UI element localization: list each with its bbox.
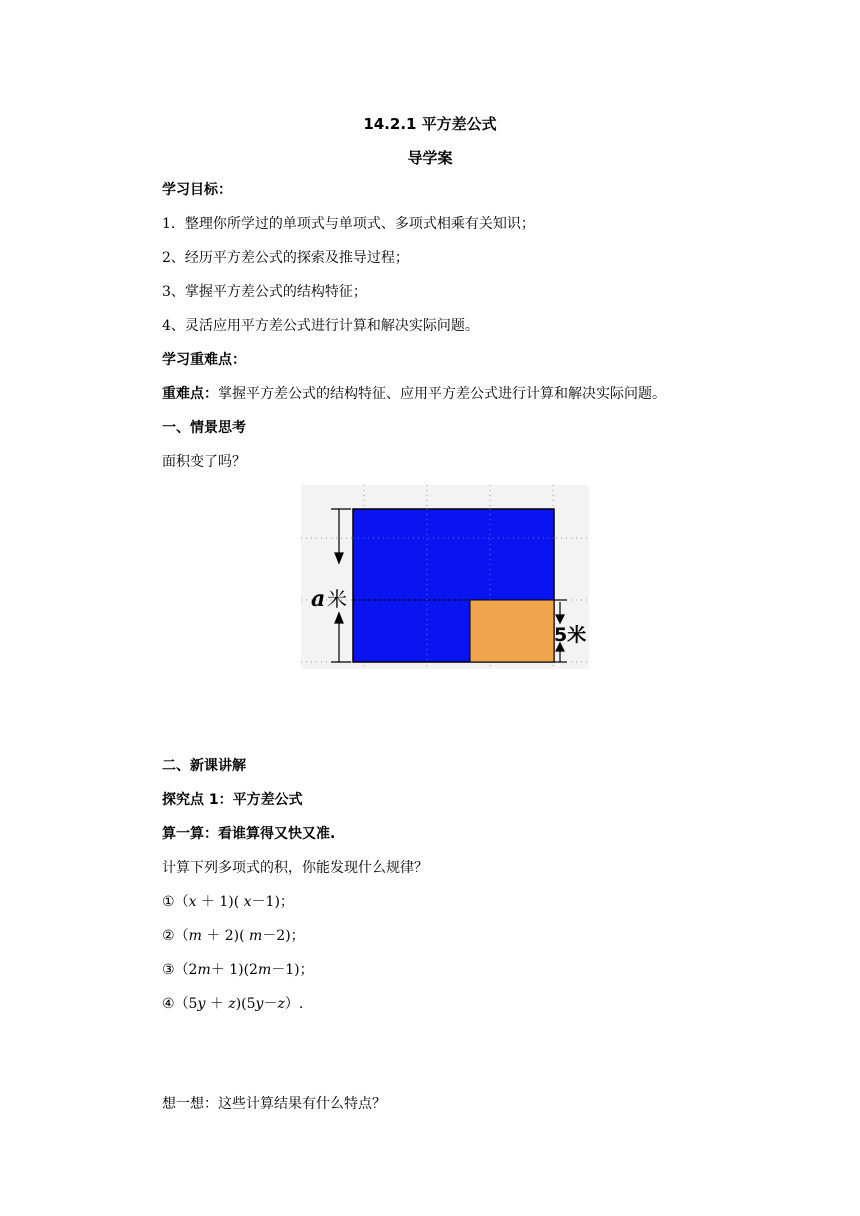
section1-question: 面积变了吗？ bbox=[162, 454, 246, 470]
label-a: a bbox=[311, 586, 326, 612]
variable: z bbox=[277, 996, 285, 1012]
variable: y bbox=[197, 996, 206, 1012]
text: )(5 bbox=[235, 996, 256, 1012]
calc-title: 算一算：看谁算得又快又准. bbox=[162, 826, 336, 842]
variable: y bbox=[255, 996, 264, 1012]
exercise-4 bbox=[162, 994, 303, 1014]
text: （5 bbox=[174, 996, 198, 1012]
key-points-heading: 学习重难点： bbox=[162, 352, 246, 368]
text: －2)； bbox=[262, 928, 305, 944]
text: ＋ 1)( bbox=[196, 894, 244, 910]
variable: m bbox=[197, 962, 211, 978]
text: －1)； bbox=[271, 962, 314, 978]
text: （ bbox=[174, 928, 189, 944]
exercise-number: ④ bbox=[162, 996, 175, 1012]
exercise-number: ③ bbox=[162, 962, 175, 978]
text: ＋ bbox=[205, 996, 229, 1012]
exercise-number: ① bbox=[162, 894, 175, 910]
goals-heading: 学习目标： bbox=[162, 182, 232, 198]
text: － bbox=[263, 996, 278, 1012]
text: ＋ 2)( bbox=[201, 928, 250, 944]
variable: m bbox=[249, 928, 263, 944]
text: （2 bbox=[174, 962, 198, 978]
orange-rectangle bbox=[470, 600, 554, 662]
variable: z bbox=[228, 996, 236, 1012]
calc-prompt: 计算下列多项式的积，你能发现什么规律？ bbox=[162, 860, 428, 876]
label-a-unit: 米 bbox=[327, 587, 347, 611]
exercise-number: ② bbox=[162, 928, 175, 944]
label-5m: 5米 bbox=[554, 624, 587, 646]
key-points-line bbox=[162, 384, 666, 404]
think-question: 想一想：这些计算结果有什么特点？ bbox=[162, 1096, 386, 1112]
text: －1)； bbox=[251, 894, 294, 910]
variable: m bbox=[188, 928, 202, 944]
variable: x bbox=[188, 894, 197, 910]
doc-title: 14.2.1 平方差公式 bbox=[363, 115, 497, 133]
goal-item-3: 3、掌握平方差公式的结构特征； bbox=[162, 284, 367, 300]
text: （ bbox=[174, 894, 189, 910]
text: ＋ 1)(2 bbox=[210, 962, 258, 978]
exercise-3 bbox=[162, 960, 314, 980]
doc-subtitle: 导学案 bbox=[407, 149, 453, 167]
exercise-1 bbox=[162, 892, 294, 912]
explore-heading: 探究点 1：平方差公式 bbox=[162, 792, 303, 808]
key-points-label: 重难点： bbox=[162, 386, 218, 402]
exercise-2 bbox=[162, 926, 305, 946]
text: ）. bbox=[284, 996, 304, 1012]
area-figure bbox=[301, 485, 589, 669]
variable: x bbox=[243, 894, 252, 910]
goal-item-1: 1．整理你所学过的单项式与单项式、多项式相乘有关知识； bbox=[162, 216, 535, 232]
key-points-text: 掌握平方差公式的结构特征、应用平方差公式进行计算和解决实际问题。 bbox=[218, 386, 666, 402]
variable: m bbox=[257, 962, 272, 978]
goal-item-2: 2、经历平方差公式的探索及推导过程； bbox=[162, 250, 409, 266]
section1-heading: 一、情景思考 bbox=[162, 420, 246, 436]
goal-item-4: 4、灵活应用平方差公式进行计算和解决实际问题。 bbox=[162, 318, 479, 334]
section2-heading: 二、新课讲解 bbox=[162, 758, 246, 774]
